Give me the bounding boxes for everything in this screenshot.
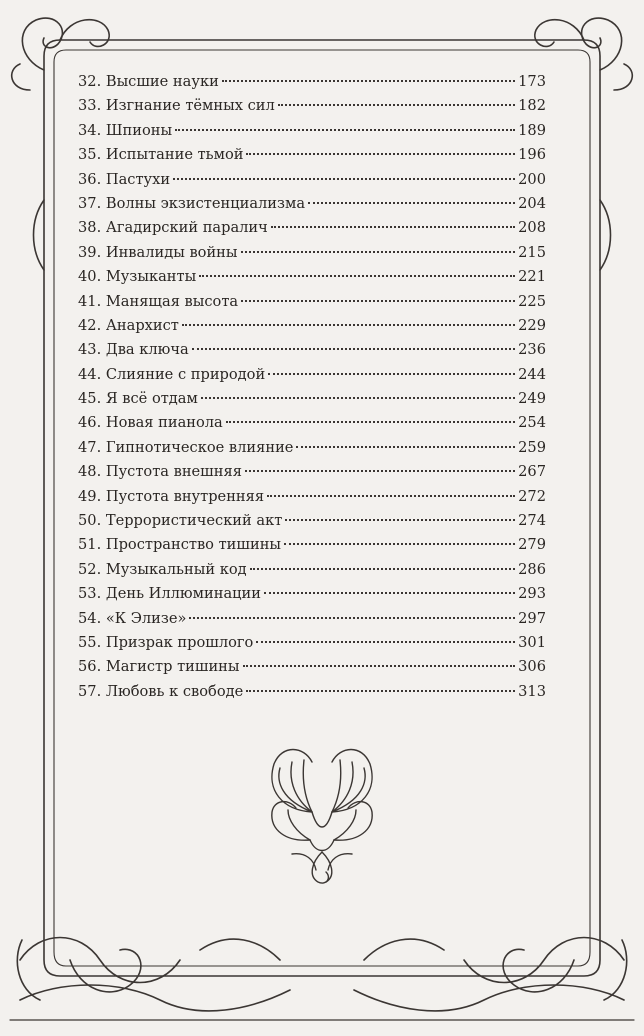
toc-leader-dots [192, 334, 515, 350]
toc-entry-page: 221 [518, 268, 546, 286]
toc-entry-page: 293 [518, 585, 546, 603]
toc-leader-dots [308, 188, 515, 204]
toc-leader-dots [201, 383, 515, 399]
toc-leader-dots [250, 554, 516, 570]
toc-leader-dots [246, 676, 515, 692]
toc-leader-dots [264, 578, 515, 594]
toc-entry-title: 55. Призрак прошлого [78, 633, 254, 651]
toc-leader-dots [256, 627, 515, 643]
toc-entry-title: 39. Инвалиды войны [78, 243, 238, 261]
toc-entry-page: 272 [518, 487, 546, 505]
toc-entry-title: 50. Террористический акт [78, 512, 283, 530]
toc-leader-dots [189, 603, 515, 619]
toc-entry-title: 51. Пространство тишины [78, 536, 282, 554]
toc-entry-title: 52. Музыкальный код [78, 560, 247, 578]
toc-entry-page: 286 [518, 560, 546, 578]
toc-leader-dots [226, 407, 515, 423]
toc-entry-title: 40. Музыканты [78, 268, 197, 286]
toc-entry-page: 208 [518, 219, 546, 237]
toc-entry-page: 279 [518, 536, 546, 554]
toc-entry-page: 274 [518, 512, 546, 530]
toc-leader-dots [222, 66, 515, 82]
toc-entry-title: 42. Анархист [78, 316, 179, 334]
toc-entry-page: 301 [518, 633, 546, 651]
toc-entry-title: 53. День Иллюминации [78, 585, 261, 603]
toc-entry-page: 244 [518, 365, 546, 383]
toc-entry-page: 236 [518, 341, 546, 359]
toc-entry-page: 229 [518, 316, 546, 334]
toc-entry-page: 196 [518, 146, 546, 164]
toc-leader-dots [245, 456, 515, 472]
toc-entry-title: 48. Пустота внешняя [78, 463, 242, 481]
toc-leader-dots [246, 139, 515, 155]
toc-entry-title: 37. Волны экзистенциализма [78, 194, 306, 212]
toc-entry-page: 306 [518, 658, 546, 676]
table-of-contents [78, 70, 546, 704]
toc-leader-dots [241, 286, 515, 302]
toc-entry-page: 182 [518, 97, 546, 115]
toc-entry-title: 57. Любовь к свободе [78, 682, 244, 700]
toc-entry-title: 36. Пастухи [78, 170, 171, 188]
toc-entry-page: 297 [518, 609, 546, 627]
toc-entry-title: 41. Манящая высота [78, 292, 239, 310]
toc-entry [78, 680, 546, 704]
toc-entry-page: 215 [518, 243, 546, 261]
toc-entry-title: 38. Агадирский паралич [78, 219, 268, 237]
toc-entry-title: 32. Высшие науки [78, 73, 219, 90]
toc-leader-dots [296, 432, 515, 448]
toc-leader-dots [267, 481, 515, 497]
toc-entry-title: 43. Два ключа [78, 341, 189, 359]
toc-entry-page: 313 [518, 682, 546, 700]
toc-entry-title: 47. Гипнотическое влияние [78, 438, 294, 456]
toc-entry-page: 249 [518, 390, 546, 408]
toc-entry-page: 267 [518, 463, 546, 481]
toc-leader-dots [278, 90, 515, 106]
toc-entry-page: 173 [518, 73, 546, 90]
toc-leader-dots [199, 261, 515, 277]
toc-leader-dots [175, 115, 515, 131]
toc-entry-page: 259 [518, 438, 546, 456]
toc-entry-page: 225 [518, 292, 546, 310]
toc-leader-dots [241, 237, 516, 253]
toc-leader-dots [271, 212, 515, 228]
palmette-ornament-icon [252, 742, 392, 892]
toc-entry-title: 56. Магистр тишины [78, 658, 240, 676]
toc-entry-page: 254 [518, 414, 546, 432]
toc-leader-dots [268, 359, 515, 375]
toc-entry-title: 35. Испытание тьмой [78, 146, 244, 164]
toc-entry-title: 33. Изгнание тёмных сил [78, 97, 275, 115]
toc-entry-page: 200 [518, 170, 546, 188]
toc-entry-title: 46. Новая пианола [78, 414, 223, 432]
toc-entry-title: 49. Пустота внутренняя [78, 487, 265, 505]
toc-leader-dots [243, 651, 516, 667]
toc-entry-page: 189 [518, 121, 546, 139]
toc-entry-title: 45. Я всё отдам [78, 390, 198, 408]
toc-leader-dots [285, 505, 515, 521]
toc-entry-title: 34. Шпионы [78, 121, 173, 139]
toc-leader-dots [284, 529, 515, 545]
toc-leader-dots [173, 164, 515, 180]
toc-leader-dots [182, 310, 515, 326]
toc-entry-title: 54. «К Элизе» [78, 609, 187, 627]
toc-entry-page: 204 [518, 194, 546, 212]
toc-entry-title: 44. Слияние с природой [78, 365, 266, 383]
